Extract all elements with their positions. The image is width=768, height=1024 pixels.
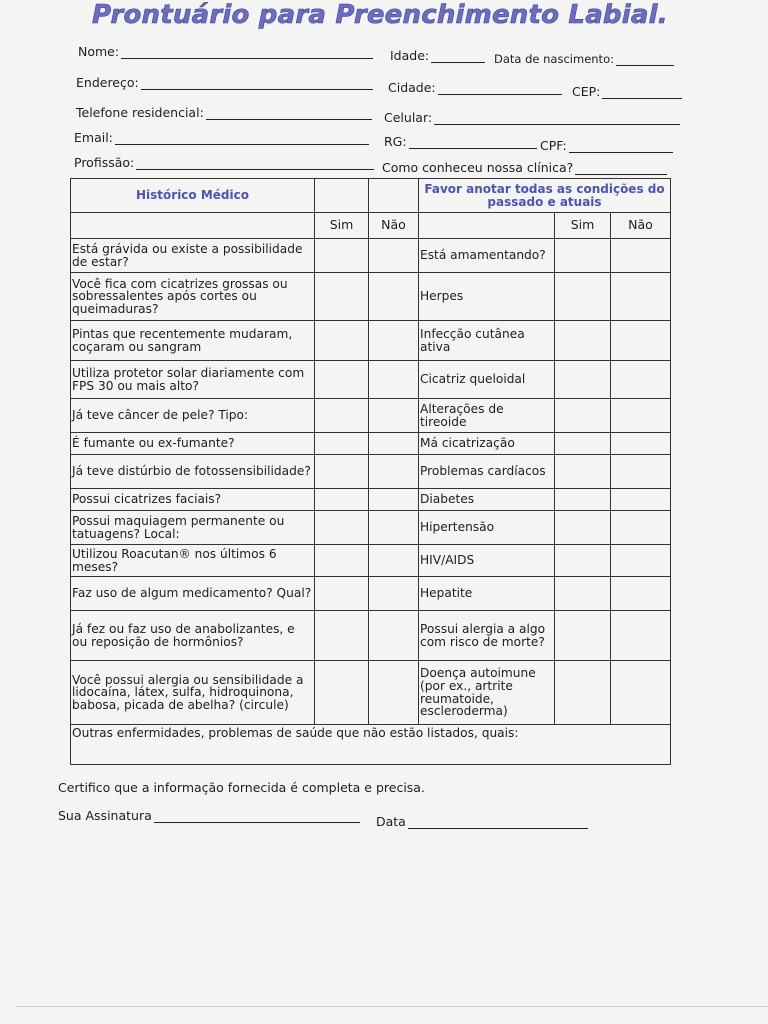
rg-field[interactable] xyxy=(384,134,537,149)
form-title: Prontuário para Preenchimento Labial. xyxy=(92,0,668,30)
nao-checkbox-cell[interactable] xyxy=(369,611,419,661)
table-row xyxy=(71,661,671,725)
birthdate-field[interactable] xyxy=(494,52,674,66)
signature-label: Sua Assinatura xyxy=(58,808,152,823)
sim-checkbox-cell[interactable] xyxy=(315,239,369,273)
age-label: Idade: xyxy=(390,48,430,63)
sim-checkbox-cell[interactable] xyxy=(315,577,369,611)
nao-checkbox-cell[interactable] xyxy=(369,399,419,433)
nao-checkbox-cell[interactable] xyxy=(369,273,419,321)
sim-checkbox-cell[interactable] xyxy=(555,611,611,661)
email-input-line[interactable] xyxy=(115,132,369,145)
nao-checkbox-cell[interactable] xyxy=(611,577,671,611)
nao-column-header-right: Não xyxy=(611,213,671,239)
question-left: Faz uso de algum medicamento? Qual? xyxy=(71,577,315,611)
sim-checkbox-cell[interactable] xyxy=(315,489,369,511)
birthdate-label: Data de nascimento: xyxy=(494,52,614,66)
phone-field[interactable] xyxy=(76,105,372,120)
age-field[interactable] xyxy=(390,48,485,63)
table-row xyxy=(71,489,671,511)
nao-checkbox-cell[interactable] xyxy=(611,321,671,361)
nao-column-header-left: Não xyxy=(369,213,419,239)
nao-checkbox-cell[interactable] xyxy=(611,545,671,577)
table-row xyxy=(71,239,671,273)
cpf-field[interactable] xyxy=(540,138,673,153)
nao-checkbox-cell[interactable] xyxy=(611,455,671,489)
nao-checkbox-cell[interactable] xyxy=(369,489,419,511)
birthdate-input-line[interactable] xyxy=(616,53,674,66)
sim-checkbox-cell[interactable] xyxy=(555,545,611,577)
mobile-label: Celular: xyxy=(384,110,433,125)
table-row xyxy=(71,399,671,433)
sim-checkbox-cell[interactable] xyxy=(315,399,369,433)
cpf-label: CPF: xyxy=(540,138,567,153)
question-left: É fumante ou ex-fumante? xyxy=(71,433,315,455)
email-field[interactable] xyxy=(74,130,369,145)
sim-checkbox-cell[interactable] xyxy=(315,545,369,577)
sim-checkbox-cell[interactable] xyxy=(555,511,611,545)
nao-checkbox-cell[interactable] xyxy=(611,611,671,661)
nao-checkbox-cell[interactable] xyxy=(611,399,671,433)
question-right: Herpes xyxy=(419,273,555,321)
sim-checkbox-cell[interactable] xyxy=(315,455,369,489)
sim-checkbox-cell[interactable] xyxy=(555,577,611,611)
question-right: Alterações de tireoide xyxy=(419,399,555,433)
phone-label: Telefone residencial: xyxy=(76,105,204,120)
question-right: Doença autoimune (por ex., artrite reumatoide, escleroderma) xyxy=(419,661,555,725)
question-left: Possui maquiagem permanente ou tatuagens? Local: xyxy=(71,511,315,545)
question-right: Hepatite xyxy=(419,577,555,611)
question-right: Diabetes xyxy=(419,489,555,511)
referral-field[interactable] xyxy=(382,160,667,175)
referral-label: Como conheceu nossa clínica? xyxy=(382,160,574,175)
rg-label: RG: xyxy=(384,134,407,149)
other-conditions-row xyxy=(71,725,671,765)
age-input-line[interactable] xyxy=(431,50,485,63)
question-left: Utilizou Roacutan® nos últimos 6 meses? xyxy=(71,545,315,577)
nao-checkbox-cell[interactable] xyxy=(369,545,419,577)
nao-checkbox-cell[interactable] xyxy=(611,273,671,321)
phone-input-line[interactable] xyxy=(206,107,372,120)
nao-checkbox-cell[interactable] xyxy=(369,455,419,489)
nao-checkbox-cell[interactable] xyxy=(369,239,419,273)
cep-field[interactable] xyxy=(572,84,682,99)
sim-checkbox-cell[interactable] xyxy=(315,511,369,545)
sim-checkbox-cell[interactable] xyxy=(315,361,369,399)
question-right: Hipertensão xyxy=(419,511,555,545)
table-row xyxy=(71,577,671,611)
address-input-line[interactable] xyxy=(141,77,373,90)
cpf-input-line[interactable] xyxy=(569,140,673,153)
address-label: Endereço: xyxy=(76,75,139,90)
city-label: Cidade: xyxy=(388,80,436,95)
table-row xyxy=(71,511,671,545)
sim-checkbox-cell[interactable] xyxy=(555,361,611,399)
sim-checkbox-cell[interactable] xyxy=(315,433,369,455)
nao-checkbox-cell[interactable] xyxy=(611,433,671,455)
nao-checkbox-cell[interactable] xyxy=(611,361,671,399)
cep-input-line[interactable] xyxy=(602,86,682,99)
sim-checkbox-cell[interactable] xyxy=(315,273,369,321)
nao-checkbox-cell[interactable] xyxy=(369,661,419,725)
signature-input-line[interactable] xyxy=(154,810,360,823)
mobile-input-line[interactable] xyxy=(434,112,680,125)
table-row xyxy=(71,455,671,489)
question-right: Infecção cutânea ativa xyxy=(419,321,555,361)
sim-column-header-left: Sim xyxy=(315,213,369,239)
question-left: Possui cicatrizes faciais? xyxy=(71,489,315,511)
question-left: Pintas que recentemente mudaram, coçaram ou sangram xyxy=(71,321,315,361)
question-right: HIV/AIDS xyxy=(419,545,555,577)
nao-checkbox-cell[interactable] xyxy=(611,511,671,545)
address-field[interactable] xyxy=(76,75,373,90)
question-left: Você fica com cicatrizes grossas ou sobressalentes após cortes ou queimaduras? xyxy=(71,273,315,321)
question-left: Está grávida ou existe a possibilidade de estar? xyxy=(71,239,315,273)
signature-field[interactable] xyxy=(58,808,360,823)
email-label: Email: xyxy=(74,130,113,145)
header-blank-sim xyxy=(315,179,369,213)
date-input-line[interactable] xyxy=(408,816,588,829)
city-field[interactable] xyxy=(388,80,562,95)
question-left: Já teve câncer de pele? Tipo: xyxy=(71,399,315,433)
nao-checkbox-cell[interactable] xyxy=(369,361,419,399)
certification-text: Certifico que a informação fornecida é completa e precisa. xyxy=(58,780,425,795)
referral-input-line[interactable] xyxy=(575,162,667,175)
profession-input-line[interactable] xyxy=(136,157,374,170)
sim-checkbox-cell[interactable] xyxy=(555,399,611,433)
nao-checkbox-cell[interactable] xyxy=(369,433,419,455)
question-right: Está amamentando? xyxy=(419,239,555,273)
sim-checkbox-cell[interactable] xyxy=(555,489,611,511)
sim-checkbox-cell[interactable] xyxy=(555,239,611,273)
date-field[interactable] xyxy=(376,814,588,829)
table-row xyxy=(71,273,671,321)
nao-checkbox-cell[interactable] xyxy=(369,511,419,545)
nao-checkbox-cell[interactable] xyxy=(611,489,671,511)
sim-checkbox-cell[interactable] xyxy=(315,611,369,661)
question-left: Já teve distúrbio de fotossensibilidade? xyxy=(71,455,315,489)
profession-field[interactable] xyxy=(74,155,374,170)
date-label: Data xyxy=(376,814,406,829)
city-input-line[interactable] xyxy=(438,82,562,95)
sim-checkbox-cell[interactable] xyxy=(555,273,611,321)
question-left: Utiliza protetor solar diariamente com FPS 30 ou mais alto? xyxy=(71,361,315,399)
name-label: Nome: xyxy=(78,44,120,59)
sim-column-header-right: Sim xyxy=(555,213,611,239)
profession-label: Profissão: xyxy=(74,155,135,170)
question-right: Cicatriz queloidal xyxy=(419,361,555,399)
page-edge-divider xyxy=(16,1006,768,1007)
rg-input-line[interactable] xyxy=(409,136,537,149)
medical-history-header: Histórico Médico xyxy=(71,179,315,213)
name-input-line[interactable] xyxy=(121,46,373,59)
question-left: Já fez ou faz uso de anabolizantes, e ou reposição de hormônios? xyxy=(71,611,315,661)
nao-checkbox-cell[interactable] xyxy=(611,239,671,273)
sim-checkbox-cell[interactable] xyxy=(315,321,369,361)
mobile-field[interactable] xyxy=(384,110,680,125)
sim-checkbox-cell[interactable] xyxy=(555,321,611,361)
header-blank-left xyxy=(71,213,315,239)
question-right: Possui alergia a algo com risco de morte? xyxy=(419,611,555,661)
table-row xyxy=(71,361,671,399)
nao-checkbox-cell[interactable] xyxy=(369,577,419,611)
sim-checkbox-cell[interactable] xyxy=(315,661,369,725)
other-conditions-field[interactable]: Outras enfermidades, problemas de saúde que não estão listados, quais: xyxy=(71,725,671,765)
question-right: Má cicatrização xyxy=(419,433,555,455)
table-row xyxy=(71,611,671,661)
table-row xyxy=(71,321,671,361)
table-row xyxy=(71,545,671,577)
header-blank-right xyxy=(419,213,555,239)
question-left: Você possui alergia ou sensibilidade a lidocaína, látex, sulfa, hidroquinona, babosa, picada de abelha? (circule) xyxy=(71,661,315,725)
sim-checkbox-cell[interactable] xyxy=(555,661,611,725)
table-row xyxy=(71,433,671,455)
sim-checkbox-cell[interactable] xyxy=(555,433,611,455)
cep-label: CEP: xyxy=(572,84,601,99)
sim-checkbox-cell[interactable] xyxy=(555,455,611,489)
nao-checkbox-cell[interactable] xyxy=(611,661,671,725)
header-blank-nao xyxy=(369,179,419,213)
name-field[interactable] xyxy=(78,44,373,59)
nao-checkbox-cell[interactable] xyxy=(369,321,419,361)
conditions-header: Favor anotar todas as condições do passado e atuais xyxy=(419,179,671,213)
medical-history-table xyxy=(70,178,671,765)
question-right: Problemas cardíacos xyxy=(419,455,555,489)
